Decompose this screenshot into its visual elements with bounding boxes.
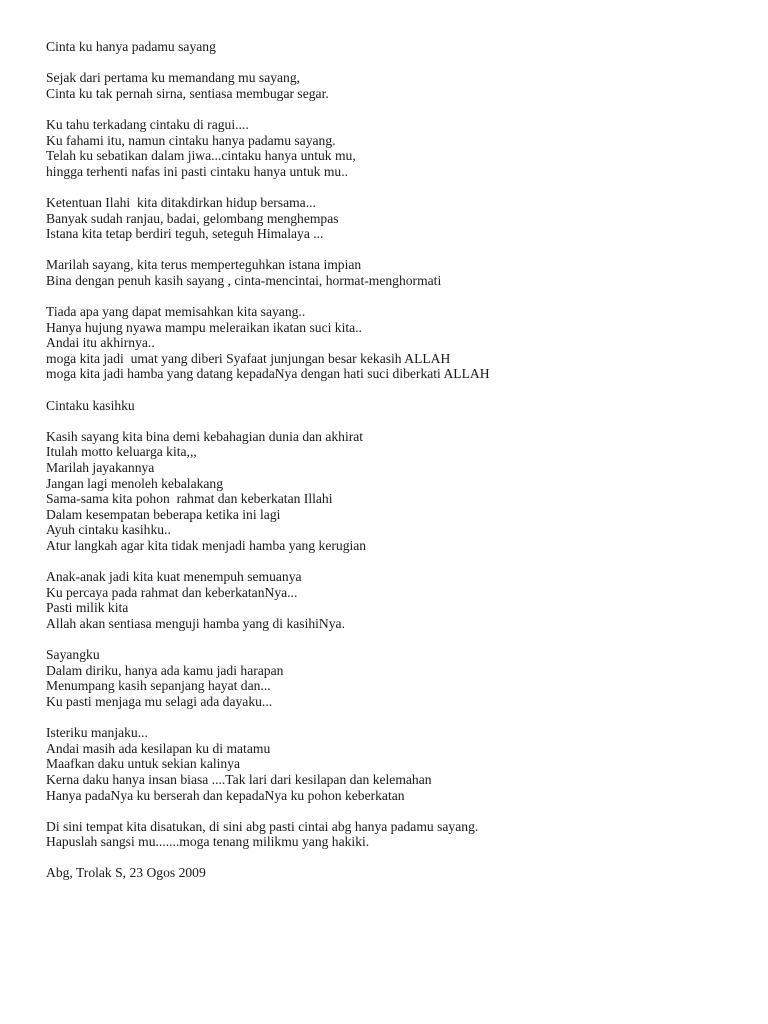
poem-line: Di sini tempat kita disatukan, di sini abg pasti cintai abg hanya padamu sayang. xyxy=(46,818,479,834)
poem-line: Dalam kesempatan beberapa ketika ini lagi xyxy=(46,506,281,522)
poem-line: Ayuh cintaku kasihku.. xyxy=(46,522,171,538)
section-title: Cintaku kasihku xyxy=(46,397,135,413)
poem-line: Hanya padaNya ku berserah dan kepadaNya ku pohon keberkatan xyxy=(46,787,405,803)
poem-line: Kasih sayang kita bina demi kebahagian dunia dan akhirat xyxy=(46,428,364,444)
poem-line: Istana kita tetap berdiri teguh, seteguh Himalaya ... xyxy=(46,226,324,242)
poem-line: Sayangku xyxy=(46,647,100,663)
poem-line: Ku tahu terkadang cintaku di ragui.... xyxy=(46,116,249,132)
poem-line: Pasti milik kita xyxy=(46,600,129,616)
poem-line: Itulah motto keluarga kita,,, xyxy=(46,444,197,460)
poem-line: Sejak dari pertama ku memandang mu sayang, xyxy=(46,70,301,86)
poem-line: Marilah sayang, kita terus memperteguhkan istana impian xyxy=(46,257,362,273)
poem-line: Hapuslah sangsi mu.......moga tenang milikmu yang hakiki. xyxy=(46,834,370,850)
poem-line: Telah ku sebatikan dalam jiwa...cintaku hanya untuk mu, xyxy=(46,148,356,164)
poem-line: Isteriku manjaku... xyxy=(46,725,148,741)
stanza xyxy=(46,195,746,242)
stanza xyxy=(46,257,746,288)
poem-line: Ku pasti menjaga mu selagi ada dayaku... xyxy=(46,693,273,709)
poem-title: Cinta ku hanya padamu sayang xyxy=(46,39,216,54)
poem-line: Cinta ku tak pernah sirna, sentiasa membugar segar. xyxy=(46,85,329,101)
stanza xyxy=(46,819,746,850)
poem-line: Dalam diriku, hanya ada kamu jadi harapan xyxy=(46,662,284,678)
signature: Abg, Trolak S, 23 Ogos 2009 xyxy=(46,865,206,881)
stanza xyxy=(46,117,746,179)
poem-line: Andai itu akhirnya.. xyxy=(46,335,155,351)
poem-line: Marilah jayakannya xyxy=(46,460,155,476)
poem-line: Jangan lagi menoleh kebalakang xyxy=(46,475,224,491)
stanza xyxy=(46,647,746,709)
stanza xyxy=(46,304,746,382)
poem-line: Andai masih ada kesilapan ku di matamu xyxy=(46,740,271,756)
poem-line: Ku fahami itu, namun cintaku hanya padamu sayang. xyxy=(46,132,336,148)
poem-line: Anak-anak jadi kita kuat menempuh semuanya xyxy=(46,569,302,585)
stanza xyxy=(46,429,746,554)
stanza xyxy=(46,725,746,803)
poem-line: Sama-sama kita pohon rahmat dan keberkatan Illahi xyxy=(46,491,333,507)
poem-line: Menumpang kasih sepanjang hayat dan... xyxy=(46,678,271,694)
poem-line: Atur langkah agar kita tidak menjadi hamba yang kerugian xyxy=(46,538,367,553)
poem-line: Tiada apa yang dapat memisahkan kita sayang.. xyxy=(46,304,306,320)
poem-line: Hanya hujung nyawa mampu meleraikan ikatan suci kita.. xyxy=(46,319,362,335)
document-page xyxy=(46,39,746,881)
stanza xyxy=(46,569,746,631)
poem-part-one xyxy=(46,70,746,382)
poem-line: Bina dengan penuh kasih sayang , cinta-mencintai, hormat-menghormati xyxy=(46,272,442,288)
poem-line: moga kita jadi umat yang diberi Syafaat junjungan besar kekasih ALLAH xyxy=(46,350,451,366)
poem-line: moga kita jadi hamba yang datang kepadaNya dengan hati suci diberkati ALLAH xyxy=(46,366,490,382)
poem-line: Ketentuan Ilahi kita ditakdirkan hidup bersama... xyxy=(46,194,316,210)
poem-line: hingga terhenti nafas ini pasti cintaku hanya untuk mu.. xyxy=(46,163,349,179)
stanza xyxy=(46,70,746,101)
poem-line: Maafkan daku untuk sekian kalinya xyxy=(46,756,241,772)
poem-line: Banyak sudah ranjau, badai, gelombang menghempas xyxy=(46,210,339,226)
poem-line: Kerna daku hanya insan biasa ....Tak lari dari kesilapan dan kelemahan xyxy=(46,771,432,787)
poem-part-two xyxy=(46,429,746,850)
poem-line: Allah akan sentiasa menguji hamba yang di kasihiNya. xyxy=(46,615,345,631)
poem-line: Ku percaya pada rahmat dan keberkatanNya... xyxy=(46,584,298,600)
